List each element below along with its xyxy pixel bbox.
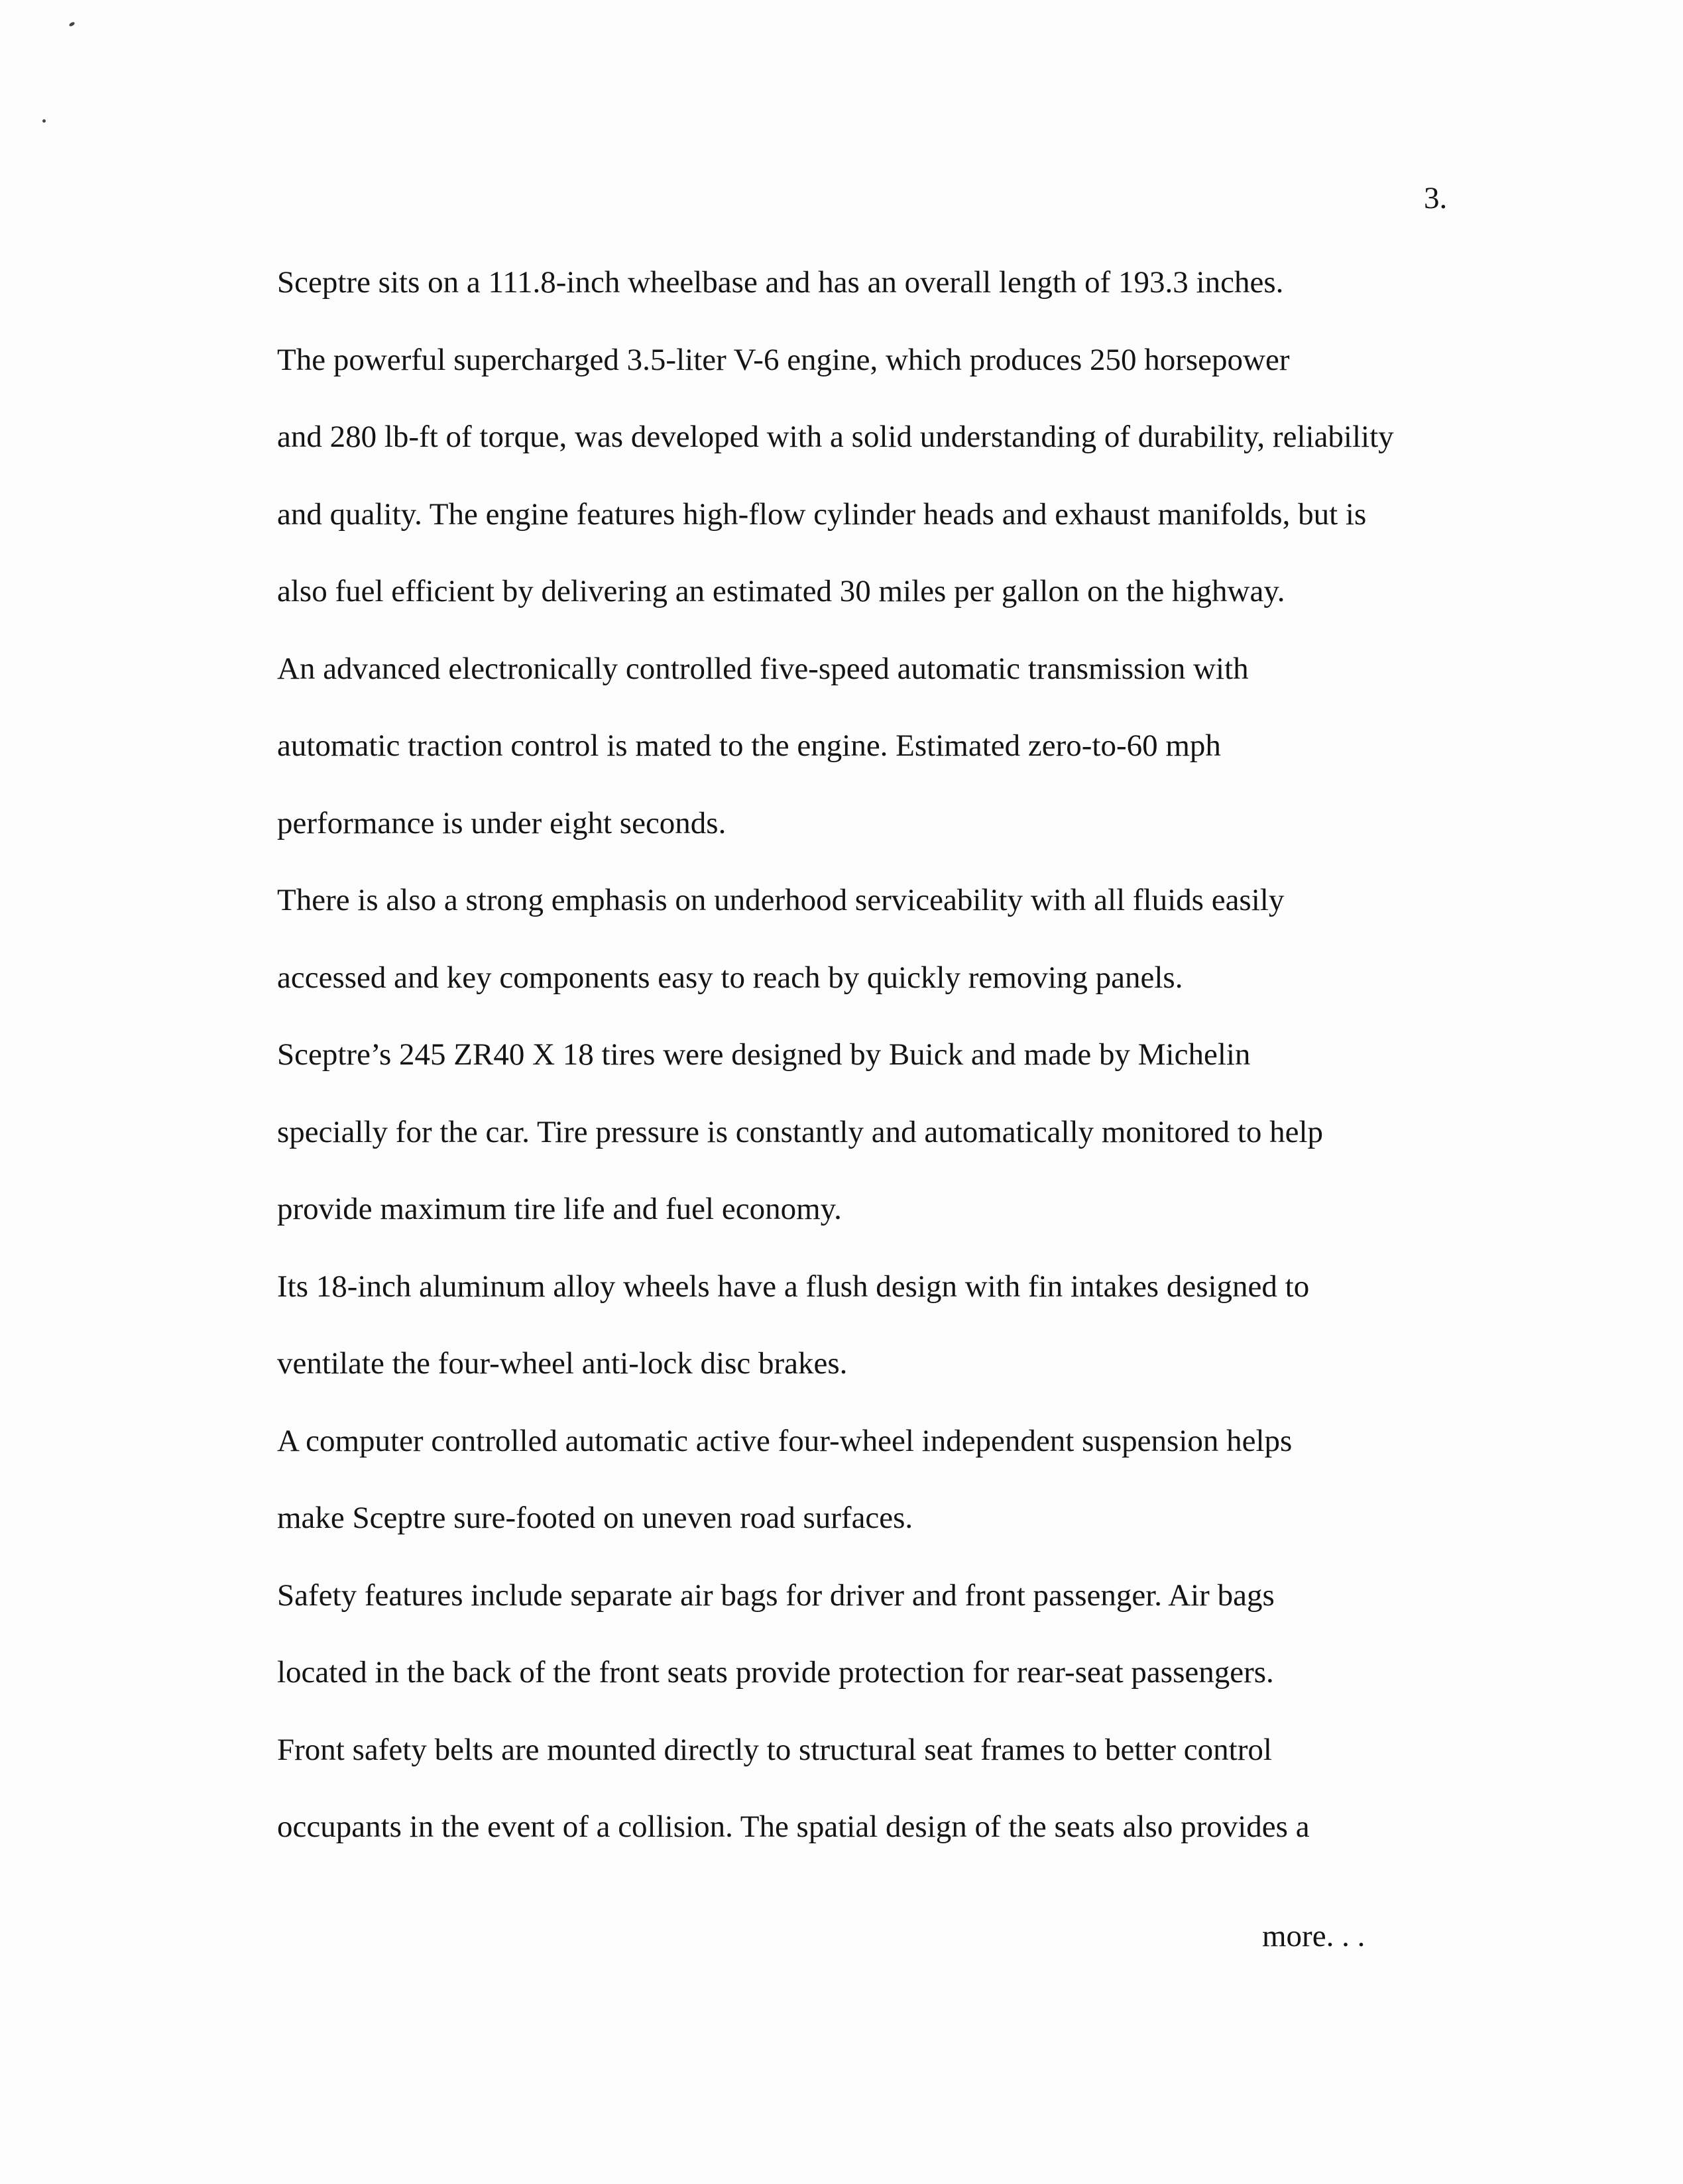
paragraph-wheels: [175, 1248, 1465, 1403]
paragraph-suspension: [175, 1403, 1465, 1557]
paragraph-serviceability: [175, 862, 1465, 1016]
text-line: A computer controlled automatic active four-wheel independent suspension helps: [277, 1423, 1293, 1458]
text-line: specially for the car. Tire pressure is constantly and automatically monitored to help: [277, 1114, 1324, 1149]
paragraph-safety-belts: [175, 1711, 1465, 1866]
scan-speck: [42, 119, 46, 123]
text-line: make Sceptre sure-footed on uneven road surfaces.: [277, 1501, 913, 1535]
paragraph-transmission: [175, 630, 1465, 862]
text-line: accessed and key components easy to reach by quickly removing panels.: [277, 960, 1183, 995]
text-line: Front safety belts are mounted directly to structural seat frames to better control: [277, 1732, 1272, 1767]
text-line: also fuel efficient by delivering an estimated 30 miles per gallon on the highway.: [277, 574, 1285, 608]
text-line: automatic traction control is mated to the engine. Estimated zero-to-60 mph: [277, 728, 1221, 763]
paragraph-wheelbase: [175, 244, 1465, 321]
text-line: ventilate the four-wheel anti-lock disc brakes.: [277, 1346, 848, 1381]
text-line: Its 18-inch aluminum alloy wheels have a flush design with fin intakes designed to: [277, 1269, 1310, 1304]
text-line: There is also a strong emphasis on underhood serviceability with all fluids easily: [277, 883, 1285, 917]
paragraph-tires: [175, 1016, 1465, 1248]
page-number: 3.: [1424, 181, 1448, 215]
text-line: Sceptre’s 245 ZR40 X 18 tires were designed by Buick and made by Michelin: [277, 1037, 1251, 1072]
text-line: occupants in the event of a collision. The spatial design of the seats also provides a: [277, 1810, 1310, 1844]
text-line: The powerful supercharged 3.5-liter V-6 engine, which produces 250 horsepower: [277, 342, 1290, 377]
continuation-marker: more. . .: [1262, 1919, 1365, 1953]
text-line: Safety features include separate air bags for driver and front passenger. Air bags: [277, 1578, 1275, 1613]
text-line: An advanced electronically controlled five-speed automatic transmission with: [277, 651, 1249, 686]
text-line: performance is under eight seconds.: [277, 805, 726, 840]
text-line: provide maximum tire life and fuel economy.: [277, 1192, 842, 1226]
text-line: Sceptre sits on a 111.8-inch wheelbase and has an overall length of 193.3 inches.: [277, 265, 1284, 300]
text-line: and 280 lb-ft of torque, was developed with a solid understanding of durability, reliability: [277, 420, 1394, 454]
paragraph-air-bags: [175, 1557, 1465, 1711]
paragraph-engine: [175, 321, 1465, 630]
text-line: and quality. The engine features high-flow cylinder heads and exhaust manifolds, but is: [277, 496, 1367, 532]
scan-speck: [68, 21, 75, 27]
text-line: located in the back of the front seats provide protection for rear-seat passengers.: [277, 1655, 1274, 1690]
body-text: [175, 244, 1465, 1866]
